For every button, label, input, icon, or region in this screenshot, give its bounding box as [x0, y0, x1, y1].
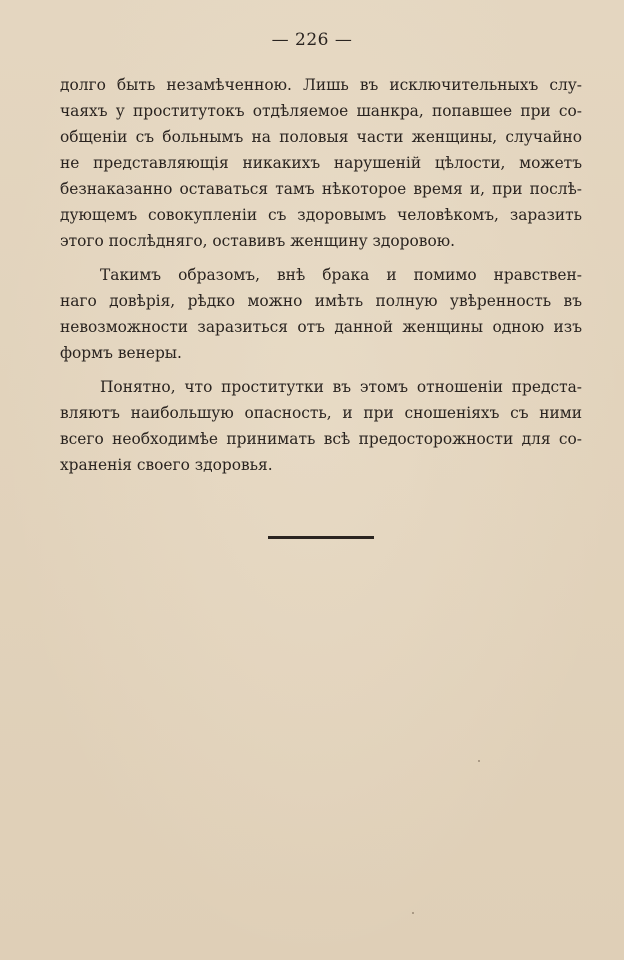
paper-speck: [412, 912, 414, 914]
text-line: этого послѣдняго, оставивъ женщину здоровою.: [60, 232, 456, 250]
paragraph-3: [60, 374, 582, 478]
main-text: [60, 72, 582, 478]
text-line: формъ венеры.: [60, 344, 182, 362]
paper-speck: [478, 760, 480, 762]
text-line: Понятно, что проститутки въ этомъ отношеніи предста-: [100, 378, 582, 396]
text-line: долго быть незамѣченною. Лишь въ исключительныхъ слу-: [60, 76, 582, 94]
text-line: общеніи съ больнымъ на половыя части женщины, случайно: [60, 128, 582, 146]
text-line: храненія своего здоровья.: [60, 456, 273, 474]
text-line: всего необходимѣе принимать всѣ предосторожности для со-: [60, 430, 582, 448]
text-line: невозможности заразиться отъ данной женщины одною изъ: [60, 318, 582, 336]
text-line: дующемъ совокупленіи съ здоровымъ человѣкомъ, заразить: [60, 206, 582, 224]
text-line: безнаказанно оставаться тамъ нѣкоторое время и, при послѣ-: [60, 180, 582, 198]
text-line: чаяхъ у проститутокъ отдѣляемое шанкра, попавшее при со-: [60, 102, 582, 120]
text-line: наго довѣрія, рѣдко можно имѣть полную увѣренность въ: [60, 292, 582, 310]
paragraph-1: [60, 72, 582, 254]
text-line: вляютъ наибольшую опасность, и при сношеніяхъ съ ними: [60, 404, 582, 422]
text-line: Такимъ образомъ, внѣ брака и помимо нравствен-: [100, 266, 582, 284]
paragraph-2: [60, 262, 582, 366]
page-number: — 226 —: [271, 30, 353, 50]
text-line: не представляющія никакихъ нарушеній цѣлости, можетъ: [60, 154, 582, 172]
section-divider: [268, 536, 374, 539]
